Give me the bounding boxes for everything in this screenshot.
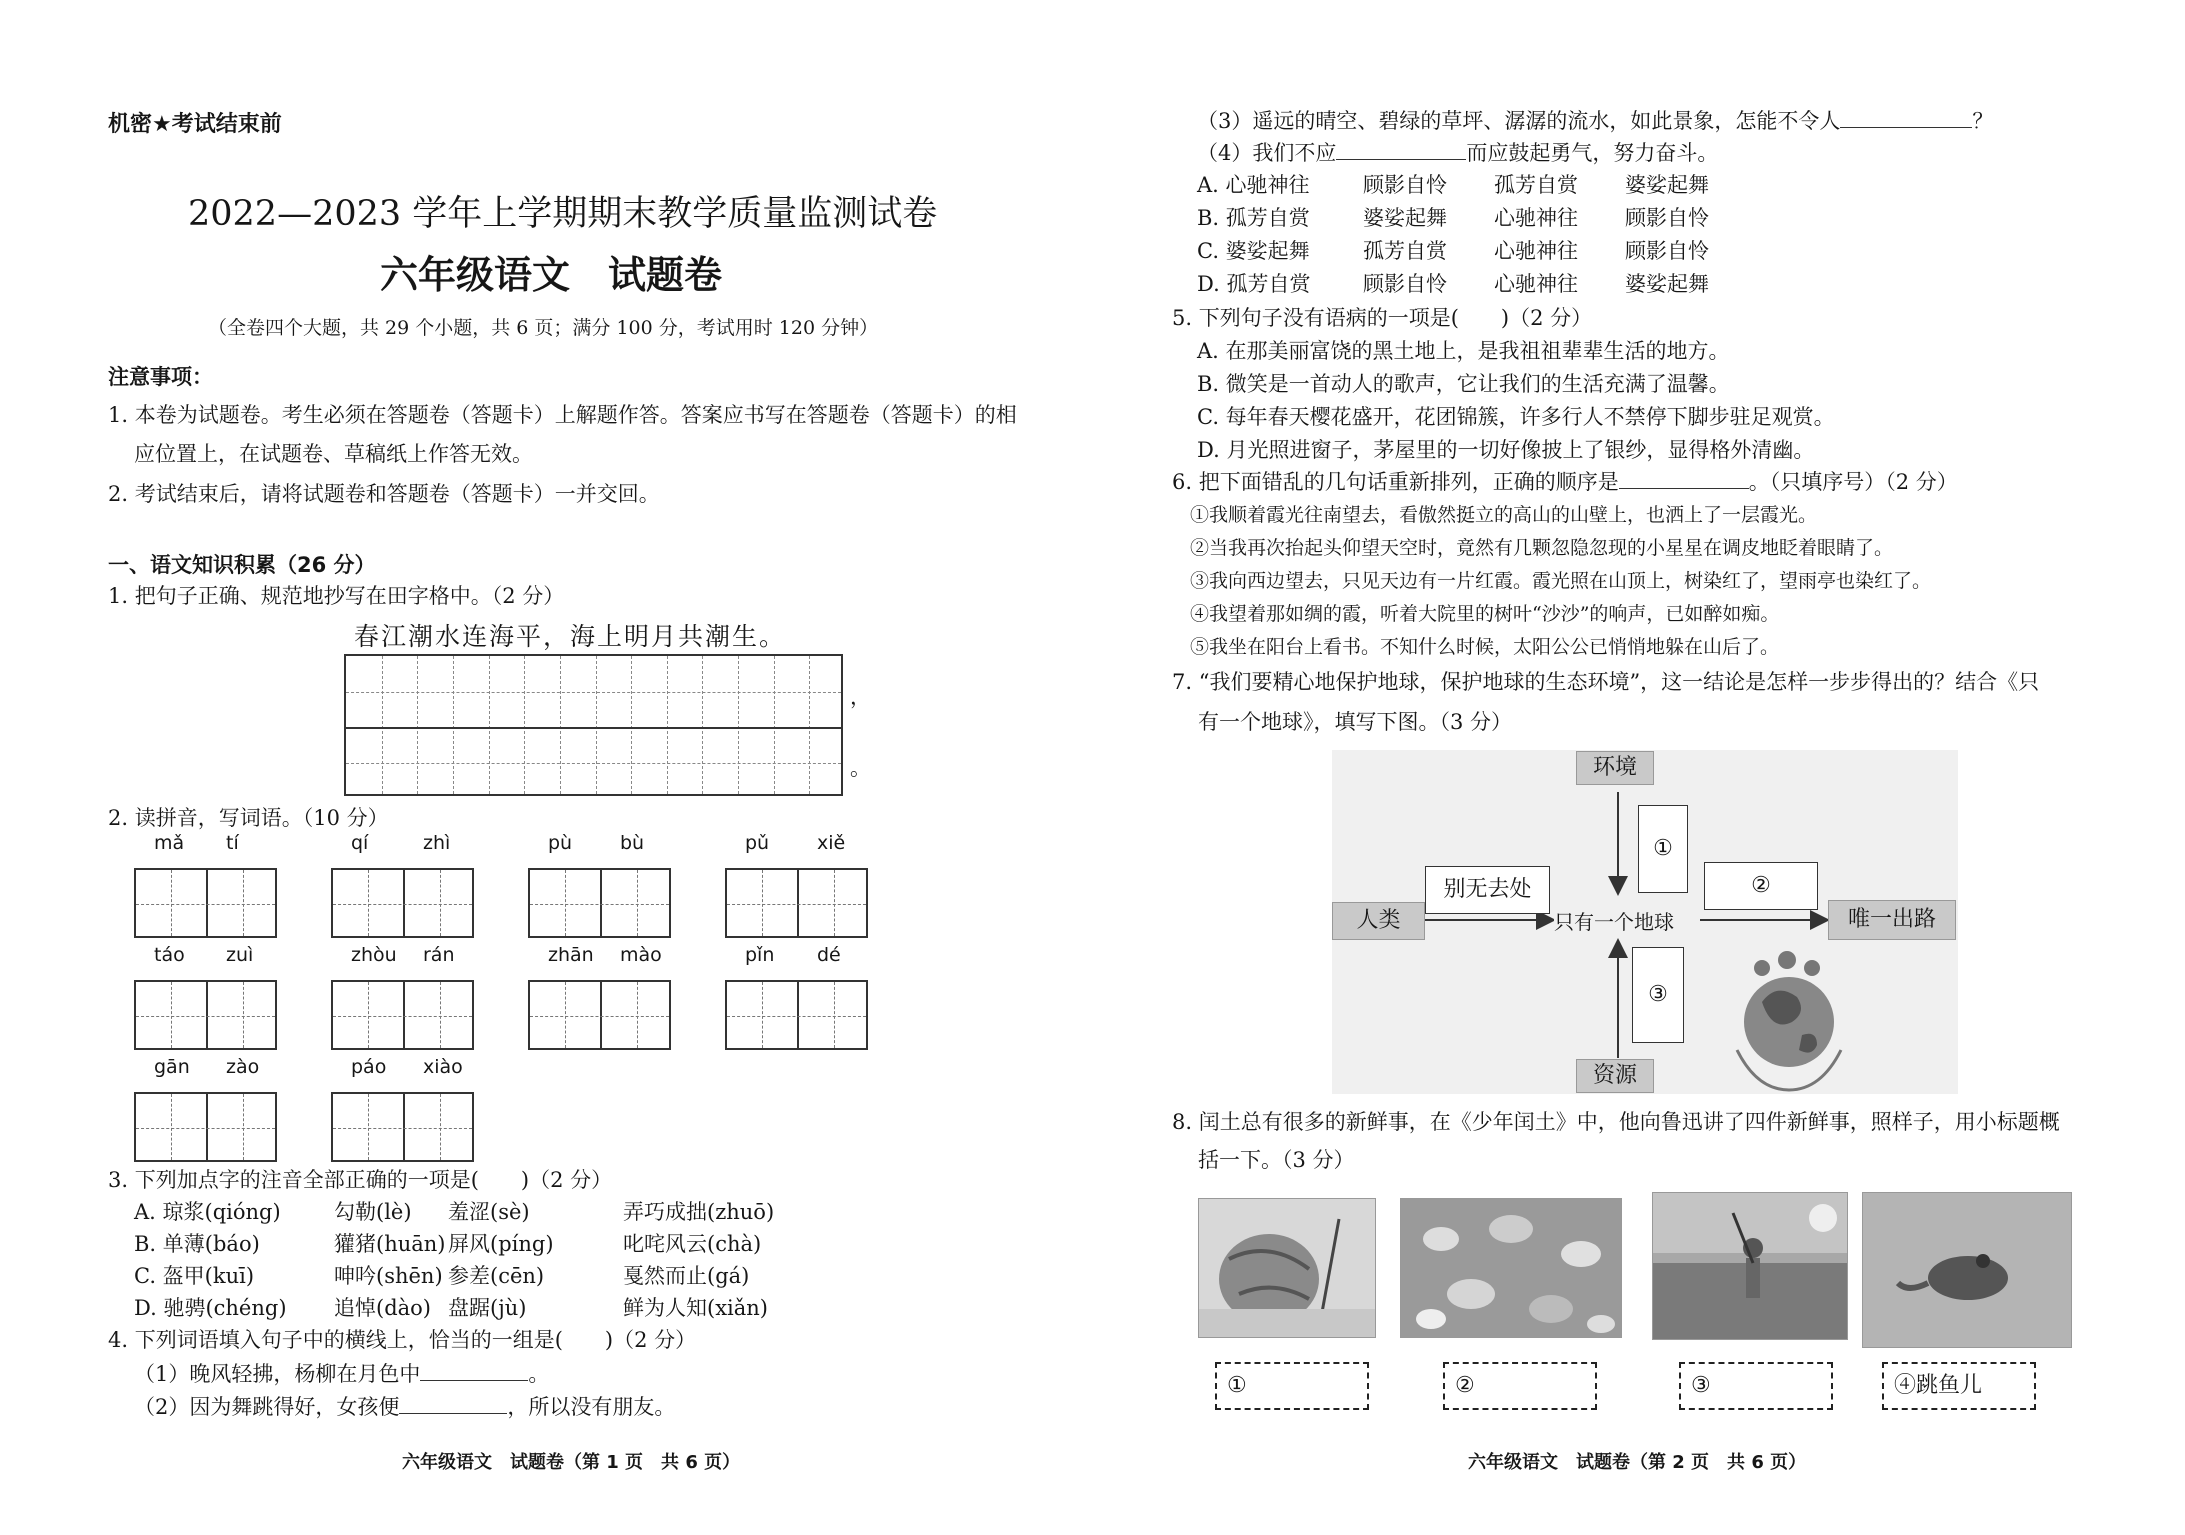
q3-option-item: 叱咤风云(chà) [623, 1232, 762, 1256]
answer-label-3[interactable]: ③ [1679, 1362, 1833, 1410]
q6-sentence: ①我顺着霞光往南望去，看傲然挺立的高山的山壁上，也洒上了一层霞光。 [1190, 504, 1818, 526]
grid-col-line [809, 656, 810, 794]
photo-watermelon [1198, 1198, 1376, 1338]
q4-1-end: 。 [528, 1362, 550, 1386]
pinyin-label: pù [548, 832, 573, 854]
blank-box-3[interactable]: ③ [1632, 947, 1684, 1043]
question-6 [1172, 470, 1958, 495]
question-8: 8. 闰土总有很多的新鲜事，在《少年闰土》中，他向鲁迅讲了四件新鲜事，照样子，用小标题概 [1172, 1110, 2060, 1134]
box-dash [333, 904, 472, 905]
grid-col-line [667, 656, 668, 794]
q4-option-item: D. 孤芳自赏 [1197, 272, 1311, 296]
grid-col-line [738, 656, 739, 794]
tianzige-box[interactable] [725, 980, 868, 1050]
box-dash [727, 1016, 866, 1017]
blank[interactable] [420, 1363, 528, 1381]
confidential-mark: 机密★考试结束前 [108, 112, 282, 137]
box-dash [136, 1128, 275, 1129]
pinyin-label: qí [351, 832, 369, 854]
q4-option-item: 孤芳自赏 [1494, 173, 1578, 197]
box-dash [243, 982, 244, 1048]
box-divider [403, 870, 405, 936]
q3-option-item: 参差(cēn) [448, 1264, 545, 1288]
photo-boy-field [1652, 1192, 1848, 1340]
q4-4-end: 而应鼓起勇气，努力奋斗。 [1466, 141, 1719, 165]
photo-mudskipper [1862, 1192, 2072, 1348]
only-one-earth-text: 只有一个地球 [1554, 906, 1674, 935]
box-dash [530, 904, 669, 905]
grid-col-line [417, 656, 418, 794]
box-dash [171, 1094, 172, 1160]
box-dash [136, 1016, 275, 1017]
pinyin-label: tí [226, 832, 239, 854]
tianzige-box[interactable] [331, 980, 474, 1050]
q4-option-item: A. 心驰神往 [1197, 173, 1310, 197]
notice-heading: 注意事项： [108, 365, 213, 389]
q4-option-item: 顾影自怜 [1363, 272, 1447, 296]
q3-option-item: C. 盔甲(kuī) [134, 1264, 255, 1288]
pinyin-label: mào [620, 944, 662, 966]
pinyin-label: mǎ [154, 832, 185, 854]
q4-option-item: 婆娑起舞 [1625, 173, 1709, 197]
exam-title: 2022—2023 学年上学期期末教学质量监测试卷 [188, 194, 938, 234]
q6-sentence: ⑤我坐在阳台上看书。不知什么时候，太阳公公已悄悄地躲在山后了。 [1190, 636, 1780, 658]
q3-option-item: 獾猪(huān) [334, 1232, 446, 1256]
q3-option-item: A. 琼浆(qióng) [134, 1200, 281, 1224]
tianzige-box[interactable] [134, 868, 277, 938]
q6-sentence: ③我向西边望去，只见天边有一片红霞。霞光照在山顶上，树染红了，望雨亭也染红了。 [1190, 570, 1932, 592]
box-divider [600, 870, 602, 936]
box-dash [171, 870, 172, 936]
q4-3-end: ？ [1972, 109, 1994, 133]
question-4: 4. 下列词语填入句子中的横线上，恰当的一组是( )（2 分） [108, 1328, 697, 1352]
notice-1: 1. 本卷为试题卷。考生必须在答题卷（答题卡）上解题作答。答案应书写在答题卷（答题卡）的相 [108, 403, 1017, 427]
q6-end: 。（只填序号）（2 分） [1748, 470, 1958, 494]
q3-option-item: 勾勒(lè) [334, 1200, 412, 1224]
exam-info: （全卷四个大题，共 29 个小题，共 6 页；满分 100 分，考试用时 120 分钟） [208, 317, 879, 339]
tianzige-box[interactable] [331, 868, 474, 938]
pinyin-label: gān [154, 1056, 190, 1078]
q5-option: B. 微笑是一首动人的歌声，它让我们的生活充满了温馨。 [1197, 372, 1730, 396]
q3-option-item: 呻吟(shēn) [334, 1264, 443, 1288]
nowhere-box: 别无去处 [1425, 866, 1550, 914]
box-divider [797, 870, 799, 936]
box-dash [368, 870, 369, 936]
box-dash [762, 982, 763, 1048]
q4-option-item: 顾影自怜 [1363, 173, 1447, 197]
answer-label-2[interactable]: ② [1443, 1362, 1597, 1410]
resources-box: 资源 [1576, 1059, 1654, 1093]
q4-sentence-4 [1197, 141, 1718, 166]
box-dash [637, 982, 638, 1048]
boy-field-image [1653, 1193, 1848, 1340]
box-dash [333, 1016, 472, 1017]
pinyin-label: dé [817, 944, 841, 966]
pinyin-label: táo [154, 944, 185, 966]
q4-option-item: 顾影自怜 [1625, 239, 1709, 263]
q3-option-item: 鲜为人知(xiǎn) [623, 1296, 768, 1320]
grid-col-line [774, 656, 775, 794]
tianzige-box[interactable] [134, 980, 277, 1050]
pinyin-label: zhān [548, 944, 594, 966]
box-dash [834, 982, 835, 1048]
box-divider [206, 982, 208, 1048]
q4-option-item: 婆娑起舞 [1625, 272, 1709, 296]
q4-sentence-1 [134, 1362, 549, 1387]
q5-option: D. 月光照进窗子，茅屋里的一切好像披上了银纱，显得格外清幽。 [1197, 438, 1815, 462]
pinyin-label: pǔ [745, 832, 770, 854]
box-dash [136, 904, 275, 905]
grid-period: 。 [850, 756, 871, 780]
box-dash [368, 982, 369, 1048]
box-dash [440, 1094, 441, 1160]
q4-sentence-2 [134, 1395, 675, 1420]
pinyin-label: pǐn [745, 944, 775, 966]
pinyin-label: zào [226, 1056, 260, 1078]
blank-box-2[interactable]: ② [1704, 862, 1818, 910]
q3-option-item: 羞涩(sè) [448, 1200, 530, 1224]
grid-col-line [702, 656, 703, 794]
tianzige-box[interactable] [134, 1092, 277, 1162]
question-7-cont: 有一个地球》，填写下图。（3 分） [1198, 710, 1513, 734]
q3-option-item: 戛然而止(gá) [623, 1264, 750, 1288]
box-dash [243, 870, 244, 936]
watermelon-image [1199, 1199, 1376, 1338]
blank[interactable] [1336, 142, 1466, 160]
q6-sentence: ④我望着那如绸的霞，听着大院里的树叶“沙沙”的响声，已如醉如痴。 [1190, 603, 1780, 625]
grid-col-line [453, 656, 454, 794]
question-5: 5. 下列句子没有语病的一项是( )（2 分） [1172, 306, 1593, 330]
exam-subtitle: 六年级语文 试题卷 [380, 253, 723, 297]
answer-label-4: ④跳鱼儿 [1882, 1362, 2036, 1410]
tianzige-box[interactable] [331, 1092, 474, 1162]
q4-2-end: ，所以没有朋友。 [507, 1395, 676, 1419]
box-divider [600, 982, 602, 1048]
grid-col-line [560, 656, 561, 794]
blank[interactable] [399, 1396, 507, 1414]
env-box: 环境 [1576, 751, 1654, 785]
q3-option-item: 盘踞(jù) [448, 1296, 527, 1320]
q5-option: C. 每年春天樱花盛开，花团锦簇，许多行人不禁停下脚步驻足观赏。 [1197, 405, 1835, 429]
q4-2-text: （2）因为舞跳得好，女孩便 [134, 1395, 400, 1419]
q3-option-item: 弄巧成拙(zhuō) [623, 1200, 775, 1224]
q4-option-item: B. 孤芳自赏 [1197, 206, 1310, 230]
q4-option-item: 顾影自怜 [1625, 206, 1709, 230]
box-divider [403, 982, 405, 1048]
page-1-footer: 六年级语文 试题卷（第 1 页 共 6 页） [402, 1452, 741, 1473]
box-dash [565, 870, 566, 936]
q6-text: 6. 把下面错乱的几句话重新排列，正确的顺序是 [1172, 470, 1619, 494]
people-box: 人类 [1332, 902, 1425, 940]
question-2: 2. 读拼音，写词语。（10 分） [108, 806, 389, 830]
box-dash [171, 982, 172, 1048]
pinyin-label: rán [423, 944, 455, 966]
box-dash [637, 870, 638, 936]
notice-2: 2. 考试结束后，请将试题卷和答题卷（答题卡）一并交回。 [108, 482, 660, 506]
box-dash [530, 1016, 669, 1017]
pinyin-label: páo [351, 1056, 387, 1078]
pinyin-label: zuì [226, 944, 254, 966]
only-way-box: 唯一出路 [1828, 900, 1956, 940]
q4-1-text: （1）晚风轻拂，杨柳在月色中 [134, 1362, 421, 1386]
tianzige-box[interactable] [528, 868, 671, 938]
section-1-heading: 一、语文知识积累（26 分） [108, 553, 376, 577]
box-dash [565, 982, 566, 1048]
question-7: 7. “我们要精心地保护地球，保护地球的生态环境”，这一结论是怎样一步步得出的？结合《只 [1172, 670, 2040, 694]
page-2-footer: 六年级语文 试题卷（第 2 页 共 6 页） [1468, 1452, 1807, 1473]
q3-option-item: B. 单薄(báo) [134, 1232, 260, 1256]
q4-option-item: 心驰神往 [1494, 272, 1578, 296]
grid-col-line [524, 656, 525, 794]
box-dash [243, 1094, 244, 1160]
writing-grid[interactable] [344, 654, 843, 796]
grid-mid-line [346, 692, 841, 693]
box-dash [368, 1094, 369, 1160]
grid-comma: ， [850, 685, 871, 709]
shells-image [1401, 1199, 1622, 1338]
q3-option-item: 追悼(dào) [334, 1296, 431, 1320]
box-divider [206, 1094, 208, 1160]
q4-option-item: 心驰神往 [1494, 239, 1578, 263]
grid-row-separator [346, 727, 841, 729]
question-1: 1. 把句子正确、规范地抄写在田字格中。（2 分） [108, 584, 565, 608]
box-divider [206, 870, 208, 936]
box-divider [797, 982, 799, 1048]
q4-sentence-3 [1197, 109, 1993, 134]
grid-col-line [382, 656, 383, 794]
q4-option-item: C. 婆娑起舞 [1197, 239, 1310, 263]
notice-1-cont: 应位置上，在试题卷、草稿纸上作答无效。 [134, 442, 533, 466]
box-dash [834, 870, 835, 936]
pinyin-label: bù [620, 832, 645, 854]
q4-option-item: 婆娑起舞 [1363, 206, 1447, 230]
q1-sentence: 春江潮水连海平，海上明月共潮生。 [354, 622, 787, 651]
grid-mid-line [346, 763, 841, 764]
box-dash [727, 904, 866, 905]
answer-label-1[interactable]: ① [1215, 1362, 1369, 1410]
box-dash [440, 982, 441, 1048]
mudskipper-image [1863, 1193, 2072, 1348]
blank[interactable] [1840, 110, 1972, 128]
diagram-area [1332, 750, 1958, 1094]
blank[interactable] [1619, 471, 1749, 489]
box-divider [403, 1094, 405, 1160]
photo-shells [1400, 1198, 1622, 1338]
q4-option-item: 孤芳自赏 [1363, 239, 1447, 263]
q3-option-item: D. 驰骋(chéng) [134, 1296, 287, 1320]
blank-box-1[interactable]: ① [1638, 805, 1688, 893]
q4-4-text: （4）我们不应 [1197, 141, 1337, 165]
pinyin-label: xiào [423, 1056, 463, 1078]
q6-sentence: ②当我再次抬起头仰望天空时，竟然有几颗忽隐忽现的小星星在调皮地眨着眼睛了。 [1190, 537, 1894, 559]
q4-option-item: 心驰神往 [1494, 206, 1578, 230]
question-3: 3. 下列加点字的注音全部正确的一项是( )（2 分） [108, 1168, 613, 1192]
q3-option-item: 屏风(píng) [448, 1232, 554, 1256]
q5-option: A. 在那美丽富饶的黑土地上，是我祖祖辈辈生活的地方。 [1197, 339, 1730, 363]
pinyin-label: xiě [817, 832, 846, 854]
question-8-cont: 括一下。（3 分） [1198, 1148, 1355, 1172]
tianzige-box[interactable] [528, 980, 671, 1050]
grid-col-line [631, 656, 632, 794]
pinyin-label: zhì [423, 832, 451, 854]
box-dash [440, 870, 441, 936]
box-dash [762, 870, 763, 936]
tianzige-box[interactable] [725, 868, 868, 938]
box-dash [333, 1128, 472, 1129]
grid-col-line [489, 656, 490, 794]
grid-col-line [596, 656, 597, 794]
pinyin-label: zhòu [351, 944, 397, 966]
q4-3-text: （3）遥远的晴空、碧绿的草坪、潺潺的流水，如此景象，怎能不令人 [1197, 109, 1841, 133]
